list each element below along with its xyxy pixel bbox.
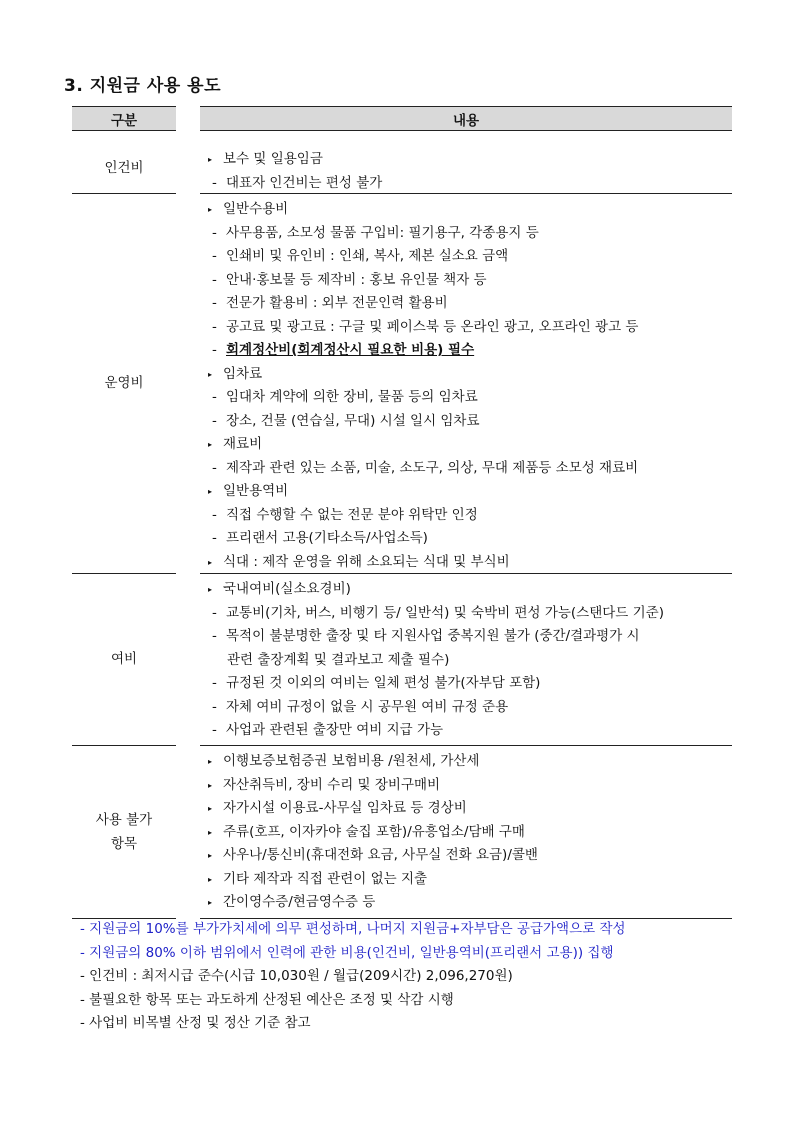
dash-marker: - [212,675,217,691]
bullet-text: 자산취득비, 장비 수리 및 장비구매비 [223,776,441,793]
bullet-item [208,750,479,772]
dash-text: 임대차 계약에 의한 장비, 물품 등의 임차료 [226,389,478,405]
content-cell [200,193,732,574]
category-label: 운영비 [104,375,144,391]
bullet-item [208,480,288,502]
category-label: 여비 [110,651,138,667]
dash-marker: - [212,248,217,264]
dash-item [212,222,539,244]
bullet-item [208,551,510,573]
dash-marker: - [212,342,217,358]
bullet-text: 주류(호프, 이자카야 술집 포함)/유흥업소/담배 구매 [223,823,525,840]
dash-marker: - [212,224,217,241]
content-cell [200,573,732,746]
table-header-content: 내용 [200,106,732,131]
dash-item [212,172,382,194]
dash-marker: - [212,722,217,738]
triangle-bullet-icon: ▸ [208,487,213,496]
content-cell [200,745,732,919]
bullet-text: 간이영수증/현금영수증 등 [223,894,376,910]
triangle-bullet-icon: ▸ [208,851,213,860]
dash-marker: - [212,506,217,523]
triangle-bullet-icon: ▸ [208,874,213,884]
category-cell [72,745,176,919]
dash-text: 교통비(기차, 버스, 비행기 등/ 일반석) 및 숙박비 편성 가능(스탠다드 기준) [226,604,664,621]
dash-item [212,696,508,718]
dash-item [212,292,448,314]
triangle-bullet-icon: ▸ [208,155,213,164]
notes-list [80,918,626,1036]
dash-marker: - [212,295,217,311]
dash-marker: - [212,530,217,546]
triangle-bullet-icon: ▸ [208,757,213,766]
triangle-bullet-icon: ▸ [208,557,213,567]
dash-text: 장소, 건물 (연습실, 무대) 시설 일시 임차료 [226,412,480,429]
dash-marker: - [212,389,217,405]
note-item: - 사업비 비목별 산정 및 정산 기준 참고 [80,1015,311,1031]
triangle-bullet-icon: ▸ [208,369,213,379]
dash-item [212,339,474,361]
dash-text: 목적이 불분명한 출장 및 타 지원사업 중복지원 불가 (중간/결과평가 시 [226,628,640,644]
dash-text: 사무용품, 소모성 물품 구입비: 필기용구, 각종용지 등 [226,224,539,241]
dash-item [212,457,638,479]
dash-item [212,527,428,549]
category-label: 사용 불가 [95,811,153,828]
bullet-item [208,891,375,913]
dash-text: 제작과 관련 있는 소품, 미술, 소도구, 의상, 무대 제품등 소모성 재료비 [226,459,639,476]
dash-marker: - [212,174,217,191]
category-label: 인건비 [104,160,144,176]
dash-text: 대표자 인건비는 편성 불가 [226,174,383,191]
bullet-text: 기타 제작과 직접 관련이 없는 지출 [223,870,428,887]
category-cell [72,193,176,574]
category-cell [72,573,176,746]
dash-marker: - [212,459,217,476]
bullet-text: 사우나/통신비(휴대전화 요금, 사무실 전화 요금)/콜밴 [223,847,538,863]
bullet-item [208,433,262,455]
dash-marker: - [212,604,217,621]
emphasized-text: 회계정산비(회계정산시 필요한 비용) 필수 [226,342,475,358]
dash-text: 전문가 활용비 : 외부 전문인력 활용비 [226,295,448,311]
bullet-item [208,774,440,796]
continuation-text: 관련 출장계획 및 결과보고 제출 필수) [227,651,450,668]
dash-marker: - [212,271,217,288]
continuation-line [227,649,449,671]
dash-marker: - [212,628,217,644]
bullet-text: 보수 및 일용임금 [223,151,323,167]
note-item: - 불필요한 항목 또는 과도하게 산정된 예산은 조정 및 삭감 시행 [80,991,454,1008]
dash-item [212,672,540,694]
category-cell [72,143,176,194]
dash-text: 안내·홍보물 등 제작비 : 홍보 유인물 책자 등 [226,271,487,288]
note-item: - 인건비 : 최저시급 준수(시급 10,030원 / 월급(209시간) 2,096,270원) [80,968,513,984]
bullet-text: 임차료 [223,365,263,382]
dash-text: 직접 수행할 수 없는 전문 분야 위탁만 인정 [226,506,478,523]
triangle-bullet-icon: ▸ [208,898,213,907]
table-header-category: 구분 [72,106,176,131]
content-cell [200,143,732,194]
bullet-item [208,844,538,866]
dash-marker: - [212,412,217,429]
dash-item [212,316,638,338]
dash-marker: - [212,698,217,715]
dash-item [212,719,443,741]
bullet-text: 식대 : 제작 운영을 위해 소요되는 식대 및 부식비 [223,553,510,570]
dash-item [212,386,478,408]
triangle-bullet-icon: ▸ [208,780,213,790]
dash-text: 사업과 관련된 출장만 여비 지급 가능 [226,722,444,738]
bullet-item [208,148,323,170]
dash-text: 인쇄비 및 유인비 : 인쇄, 복사, 제본 실소요 금액 [226,248,509,264]
dash-text: 프리랜서 고용(기타소득/사업소득) [226,530,428,546]
bullet-text: 일반용역비 [223,483,289,499]
bullet-text: 자가시설 이용료-사무실 임차료 등 경상비 [223,800,467,816]
dash-text: 자체 여비 규정이 없을 시 공무원 여비 규정 준용 [226,698,509,715]
bullet-text: 일반수용비 [223,201,289,217]
note-item: - 지원금의 10%를 부가가치세에 의무 편성하며, 나머지 지원금+자부담은 공급가액으로 작성 [80,921,626,937]
bullet-item [208,821,525,843]
section-title: 3. 지원금 사용 용도 [64,76,221,96]
note-item: - 지원금의 80% 이하 범위에서 인력에 관한 비용(인건비, 일반용역비(프리랜서 고용)) 집행 [80,944,614,961]
triangle-bullet-icon: ▸ [208,440,213,449]
bullet-item [208,363,262,385]
triangle-bullet-icon: ▸ [208,827,213,837]
dash-item [212,245,508,267]
bullet-item [208,797,467,819]
triangle-bullet-icon: ▸ [208,205,213,214]
dash-text: 규정된 것 이외의 여비는 일체 편성 불가(자부담 포함) [226,675,541,691]
triangle-bullet-icon: ▸ [208,585,213,594]
bullet-item [208,868,427,890]
dash-item [212,504,478,526]
dash-text: 공고료 및 광고료 : 구글 및 페이스북 등 온라인 광고, 오프라인 광고 등 [226,318,639,335]
bullet-text: 이행보증보험증권 보험비용 /원천세, 가산세 [223,753,480,769]
dash-marker: - [212,318,217,335]
dash-item [212,602,664,624]
dash-item [212,625,640,647]
bullet-item [208,198,288,220]
bullet-text: 재료비 [223,436,263,452]
bullet-text: 국내여비(실소요경비) [223,581,351,597]
bullet-item [208,578,351,600]
category-label: 항목 [110,835,138,852]
triangle-bullet-icon: ▸ [208,804,213,813]
dash-item [212,410,480,432]
dash-item [212,269,487,291]
